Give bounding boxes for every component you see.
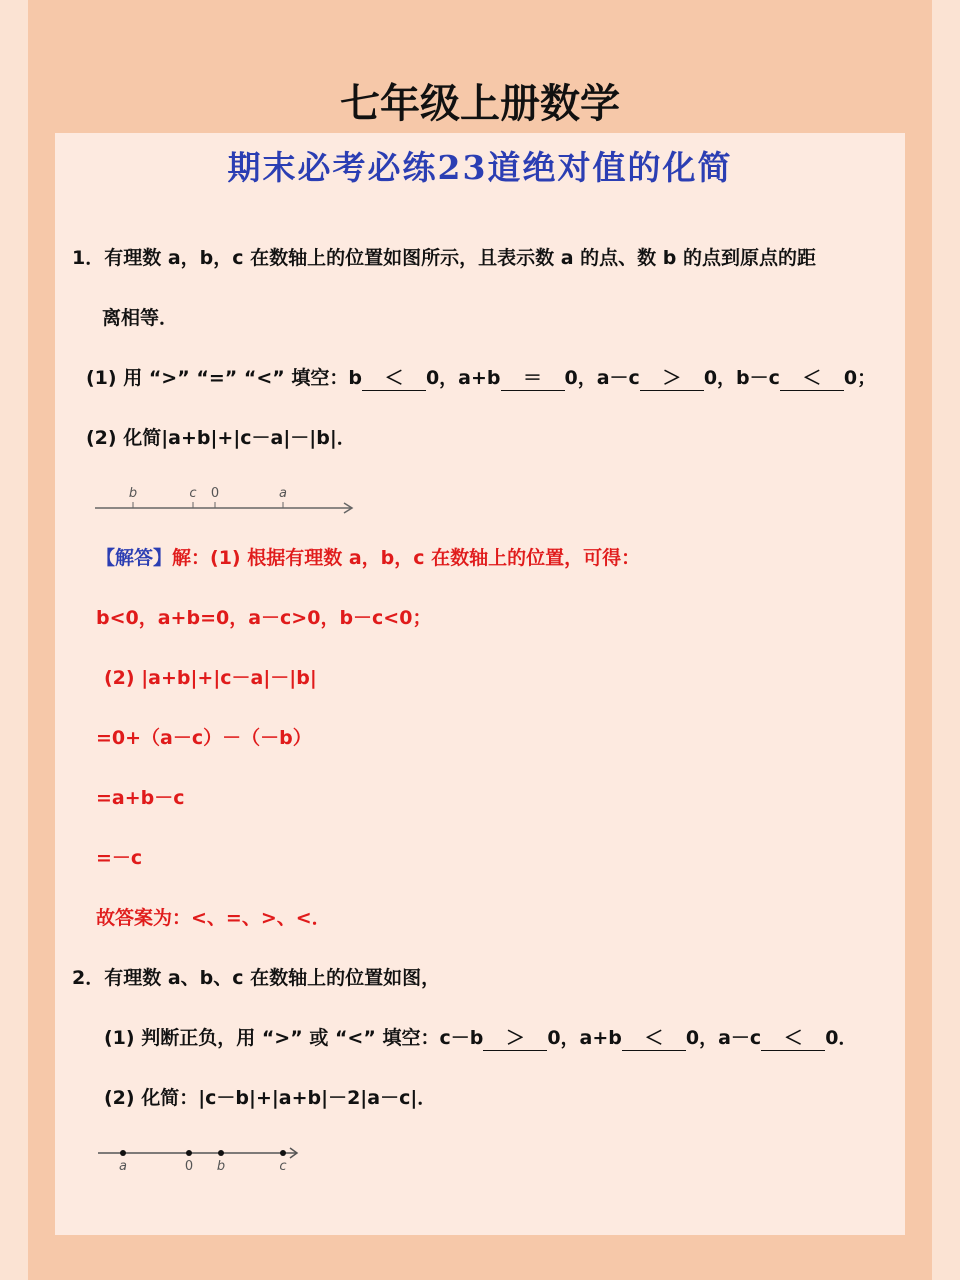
q1-solution-6: =－c xyxy=(96,847,143,869)
q1-solution-2: b<0，a+b=0，a－c>0，b－c<0； xyxy=(96,607,432,629)
q2-stem: 2．有理数 a、b、c 在数轴上的位置如图， xyxy=(72,967,441,989)
q2-blank-1: ＞ xyxy=(483,1023,547,1051)
q1-axis-label-a: a xyxy=(279,486,287,501)
q2-part2: (2) 化简：|c－b|+|a+b|－2|a－c|． xyxy=(104,1087,437,1109)
q2-part1-prefix: (1) 判断正负，用 “>” 或 “<” 填空：c－b xyxy=(104,1027,484,1049)
q2-text-2: 0，a－c xyxy=(685,1027,762,1049)
subtitle: 期末必考必练23道绝对值的化简 xyxy=(227,148,733,187)
q1-part1-prefix: (1) 用 “>” “=” “<” 填空：b xyxy=(86,367,362,389)
q1-text-3: 0，b－c xyxy=(703,367,780,389)
q2-text-1: 0，a+b xyxy=(547,1027,622,1049)
q2-text-3: 0． xyxy=(825,1027,858,1049)
q2-blank-3: ＜ xyxy=(761,1023,825,1051)
answer-tag: 【解答】 xyxy=(96,547,173,569)
q2-axis-label-0: 0 xyxy=(184,1159,194,1174)
q1-text-1: 0，a+b xyxy=(425,367,501,389)
q1-text-4: 0； xyxy=(843,367,877,389)
q1-solution-4: =0+（a－c）－（－b） xyxy=(96,727,312,749)
q2-blank-2: ＜ xyxy=(622,1023,686,1051)
q2-axis-label-c: c xyxy=(279,1159,287,1174)
q1-part2: (2) 化简|a+b|+|c－a|－|b|． xyxy=(86,427,356,449)
page-title: 七年级上册数学 xyxy=(340,81,620,127)
q1-blank-3: ＞ xyxy=(640,363,704,391)
q1-blank-1: ＜ xyxy=(362,363,426,391)
q1-blank-4: ＜ xyxy=(780,363,844,391)
q2-number-line xyxy=(95,1142,305,1176)
q1-text-2: 0，a－c xyxy=(564,367,640,389)
q1-stem-line2: 离相等． xyxy=(102,307,179,329)
q1-solution-7: 故答案为：<、=、>、<． xyxy=(96,907,331,929)
q2-part1 xyxy=(104,1023,857,1051)
q1-part1 xyxy=(86,363,876,391)
q1-blank-2: ＝ xyxy=(501,363,565,391)
q1-axis-label-c: c xyxy=(189,486,197,501)
q2-axis-label-b: b xyxy=(216,1159,226,1174)
q1-solution-1 xyxy=(96,543,640,570)
q1-solution-5: =a+b－c xyxy=(96,787,185,809)
q1-number-line xyxy=(90,482,360,518)
q1-stem-line1: 1．有理数 a，b，c 在数轴上的位置如图所示，且表示数 a 的点、数 b 的点到原点的距 xyxy=(72,247,817,269)
q1-axis-label-0: 0 xyxy=(210,486,220,501)
q1-axis-label-b: b xyxy=(128,486,138,501)
q1-solution-3: (2) |a+b|+|c－a|－|b| xyxy=(104,667,317,689)
solution-text: 解：(1) 根据有理数 a，b，c 在数轴上的位置，可得： xyxy=(172,547,641,569)
q2-axis-label-a: a xyxy=(119,1159,127,1174)
